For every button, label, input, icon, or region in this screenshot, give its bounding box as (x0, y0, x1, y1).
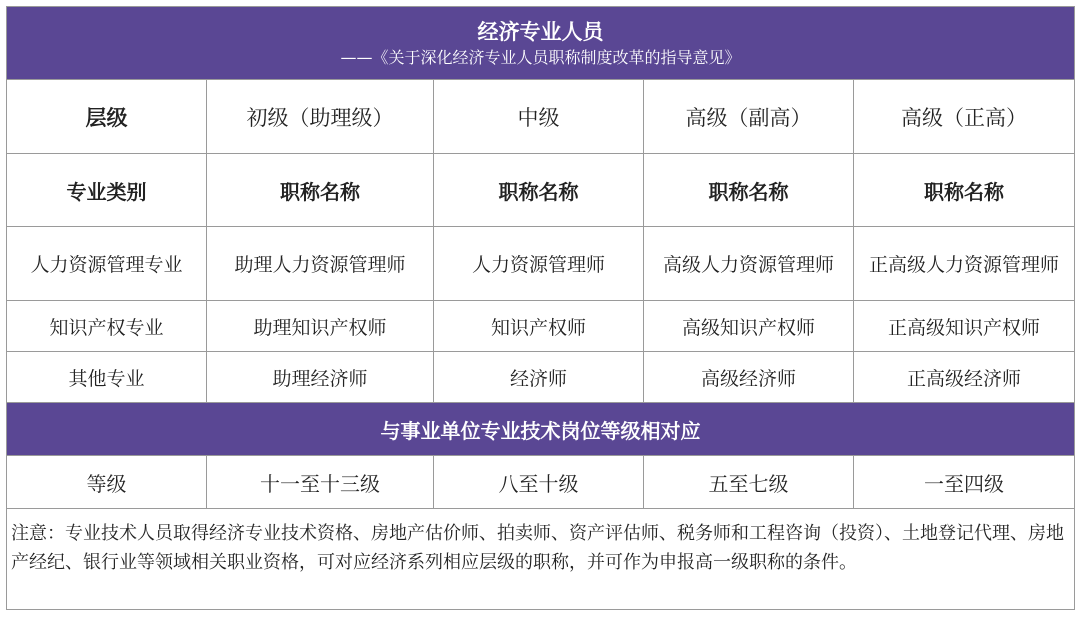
grade-cell: 一至四级 (854, 456, 1075, 509)
grade-cell: 八至十级 (434, 456, 644, 509)
specialty-name: 其他专业 (7, 352, 207, 403)
grade-cell: 五至七级 (644, 456, 854, 509)
title-cell: 高级人力资源管理师 (644, 227, 854, 301)
table-row (7, 227, 1075, 301)
title-cell: 高级经济师 (644, 352, 854, 403)
category-cell: 职称名称 (854, 154, 1075, 227)
title-cell: 经济师 (434, 352, 644, 403)
level-cell: 高级（副高） (644, 80, 854, 154)
table-row (7, 352, 1075, 403)
title-cell: 知识产权师 (434, 301, 644, 352)
level-cell: 高级（正高） (854, 80, 1075, 154)
title-cell: 助理人力资源管理师 (207, 227, 434, 301)
title-cell: 正高级经济师 (854, 352, 1075, 403)
category-cell: 职称名称 (434, 154, 644, 227)
table-row (7, 301, 1075, 352)
level-label: 层级 (7, 80, 207, 154)
policy-table-page (6, 6, 1074, 611)
section-header-row (7, 403, 1075, 456)
grade-cell: 十一至十三级 (207, 456, 434, 509)
title-cell: 正高级人力资源管理师 (854, 227, 1075, 301)
section-title: 与事业单位专业技术岗位等级相对应 (7, 403, 1075, 456)
level-row (7, 80, 1075, 154)
title-header-cell (7, 7, 1075, 80)
title-cell: 正高级知识产权师 (854, 301, 1075, 352)
title-cell: 高级知识产权师 (644, 301, 854, 352)
category-cell: 职称名称 (207, 154, 434, 227)
grade-label: 等级 (7, 456, 207, 509)
specialty-name: 人力资源管理专业 (7, 227, 207, 301)
category-label: 专业类别 (7, 154, 207, 227)
table-subtitle: ——《关于深化经济专业人员职称制度改革的指导意见》 (340, 48, 741, 67)
grade-row (7, 456, 1075, 509)
level-cell: 初级（助理级） (207, 80, 434, 154)
table-title: 经济专业人员 (477, 20, 604, 44)
category-row (7, 154, 1075, 227)
note-text: 注意：专业技术人员取得经济专业技术资格、房地产估价师、拍卖师、资产评估师、税务师和工程咨询（投资）、土地登记代理、房地产经纪、银行业等领域相关职业资格，可对应经济系列相应层级的职称，并可作为申报高一级职称的条件。 (7, 509, 1075, 610)
category-cell: 职称名称 (644, 154, 854, 227)
title-cell: 助理知识产权师 (207, 301, 434, 352)
specialty-name: 知识产权专业 (7, 301, 207, 352)
note-row (7, 509, 1075, 610)
title-cell: 人力资源管理师 (434, 227, 644, 301)
title-mapping-table (6, 6, 1075, 610)
title-cell: 助理经济师 (207, 352, 434, 403)
title-header-row (7, 7, 1075, 80)
level-cell: 中级 (434, 80, 644, 154)
